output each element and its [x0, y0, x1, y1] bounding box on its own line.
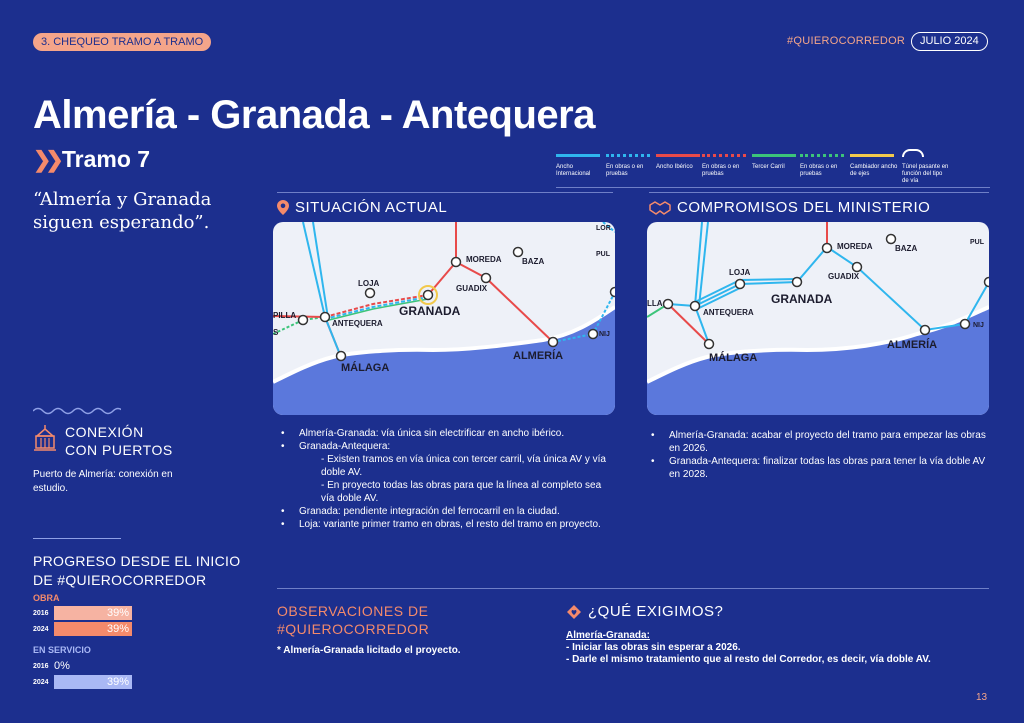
legend-item [850, 152, 898, 178]
compromisos-bullet: • Granada-Antequera: finalizar todas las obras para tener la vía doble AV en 2028. [643, 455, 989, 481]
legend-item [752, 152, 800, 171]
progress-year: 2016 [33, 662, 49, 670]
progreso-title-line2: DE #QUIEROCORREDOR [33, 572, 207, 588]
progress-year: 2024 [33, 678, 49, 686]
progreso-title-line1: PROGRESO DESDE EL INICIO [33, 553, 241, 569]
progreso-divider [33, 538, 121, 539]
legend-label: Ancho Ibérico [656, 164, 693, 170]
map2-label-baza: BAZA [895, 244, 918, 253]
exigimos-subtitle: Almería-Granada: [566, 630, 650, 641]
servicio-label: EN SERVICIO [33, 645, 91, 655]
servicio-bars [33, 659, 132, 691]
legend-swatch [752, 154, 796, 157]
map2-label-malaga: MÁLAGA [709, 352, 758, 364]
observaciones-heading [277, 602, 429, 638]
progress-bar: 39% [54, 675, 132, 689]
compromisos-divider [649, 192, 989, 193]
exigimos-title: ¿QUÉ EXIGIMOS? [588, 603, 724, 620]
map2-label-lla: LLA [647, 299, 663, 308]
legend-label: Cambiador ancho de ejes [850, 164, 898, 177]
legend-label: Túnel pasante en función del tipo de vía [902, 164, 949, 184]
compromisos-map [647, 222, 989, 415]
compromisos-bullet: • Almería-Granada: acabar el proyecto del tramo para empezar las obras en 2026. [643, 429, 989, 455]
tramo-label: Tramo 7 [61, 146, 151, 172]
quote-text: “Almería y Granada siguen esperando”. [33, 189, 212, 233]
progress-row [33, 675, 132, 689]
progress-year: 2024 [33, 625, 49, 633]
compromisos-heading [649, 199, 930, 216]
progress-row [33, 659, 132, 673]
handshake-icon [649, 201, 671, 215]
exigimos-text [566, 630, 931, 666]
section-badge: 3. CHEQUEO TRAMO A TRAMO [33, 33, 211, 51]
map2-label-almeria: ALMERÍA [887, 339, 938, 351]
compromisos-title: COMPROMISOS DEL MINISTERIO [677, 199, 931, 216]
situacion-bullet: • Loja: variante primer tramo en obras, el resto del tramo en proyecto. [273, 518, 613, 531]
page-number: 13 [976, 692, 988, 703]
progreso-heading [33, 552, 240, 590]
legend-swatch [606, 154, 650, 157]
progress-bar: 39% [54, 606, 132, 620]
legend-label: En obras o en pruebas [702, 164, 740, 177]
map-label-granada: GRANADA [399, 304, 461, 318]
double-chevron-icon: ❯❯ [33, 146, 58, 172]
legend-item [556, 152, 604, 178]
legend-swatch [556, 154, 600, 157]
situacion-map [273, 222, 615, 415]
hashtag-label: #QUIEROCORREDOR [787, 35, 906, 47]
progress-bar: 39% [54, 622, 132, 636]
situacion-title: SITUACIÓN ACTUAL [295, 199, 448, 216]
megaphone-heart-icon [566, 604, 582, 620]
legend-divider [556, 187, 990, 188]
page-title: Almería - Granada - Antequera [33, 93, 595, 137]
map2-label-moreda: MOREDA [837, 242, 873, 251]
wave-divider [33, 403, 121, 421]
situacion-list [273, 427, 613, 531]
conexion-text: Puerto de Almería: conexión en estudio. [33, 469, 173, 494]
observaciones-title-line2: #QUIEROCORREDOR [277, 621, 430, 637]
observaciones-text: * Almería-Granada licitado el proyecto. [277, 645, 461, 656]
map-label-pul: PUL [596, 251, 610, 258]
legend-swatch [902, 149, 924, 157]
map-label-almeria: ALMERÍA [513, 350, 564, 362]
map-label-malaga: MÁLAGA [341, 362, 390, 374]
obra-bars [33, 606, 132, 638]
situacion-bullet: • Granada: pendiente integración del ferrocarril en la ciudad. [273, 505, 613, 518]
progress-row [33, 622, 132, 636]
situacion-bullet: - En proyecto todas las obras para que la línea al completo sea vía doble AV. [321, 480, 602, 504]
conexion-title-line1: CONEXIÓN [65, 424, 144, 440]
legend-item [702, 152, 750, 178]
legend-label: Ancho Internacional [556, 164, 591, 177]
situacion-heading [277, 199, 447, 216]
map2-label-granada: GRANADA [771, 292, 833, 306]
legend-item [606, 152, 654, 178]
map-label-antequera: ANTEQUERA [332, 319, 383, 328]
legend-swatch [702, 154, 746, 157]
map-label-guadix: GUADIX [456, 284, 488, 293]
map2-label-nij: NIJ [973, 322, 984, 329]
conexion-heading [65, 423, 173, 459]
map-label-baza: BAZA [522, 257, 545, 266]
legend-label: En obras o en pruebas [606, 164, 644, 177]
legend-item [800, 152, 848, 178]
situacion-divider [277, 192, 613, 193]
progress-bar: 0% [54, 660, 70, 672]
map2-label-loja: LOJA [729, 268, 751, 277]
progress-year: 2016 [33, 609, 49, 617]
map-label-pilla: PILLA [273, 311, 297, 320]
observaciones-title-line1: OBSERVACIONES DE [277, 603, 429, 619]
conexion-title-line2: CON PUERTOS [65, 442, 173, 458]
legend-swatch [656, 154, 700, 157]
exigimos-item: - Darle el mismo tratamiento que al resto del Corredor, es decir, vía doble AV. [566, 654, 931, 665]
compromisos-list [643, 429, 989, 481]
situacion-bullet: • Almería-Granada: vía única sin electrificar en ancho ibérico. [273, 427, 613, 440]
map2-label-guadix: GUADIX [828, 272, 860, 281]
date-badge: JULIO 2024 [911, 32, 988, 51]
map-label-loja: LOJA [358, 279, 380, 288]
situacion-bullet: • Granada-Antequera: [273, 440, 613, 453]
legend-swatch [850, 154, 894, 157]
legend-item [656, 152, 704, 171]
situacion-bullet: - Existen tramos en vía única con tercer carril, vía única AV y vía doble AV. [321, 454, 606, 478]
port-building-icon [33, 424, 57, 457]
map2-label-pul: PUL [970, 239, 984, 246]
map-label-lor: LOR [596, 225, 611, 232]
map-label-moreda: MOREDA [466, 255, 502, 264]
legend-label: Tercer Carril [752, 164, 785, 170]
map-label-nij: NIJ [599, 331, 610, 338]
legend-swatch [800, 154, 844, 157]
tramo-heading [33, 146, 150, 173]
map2-label-antequera: ANTEQUERA [703, 308, 754, 317]
legend-label: En obras o en pruebas [800, 164, 838, 177]
map-legend [556, 152, 990, 188]
location-pin-icon [277, 200, 289, 215]
exigimos-heading [566, 603, 723, 620]
map-label-s: S [273, 328, 279, 337]
progress-row [33, 606, 132, 620]
exigimos-item: - Iniciar las obras sin esperar a 2026. [566, 642, 741, 653]
obra-label: OBRA [33, 593, 60, 603]
legend-item [902, 152, 950, 185]
bottom-divider [277, 588, 989, 589]
